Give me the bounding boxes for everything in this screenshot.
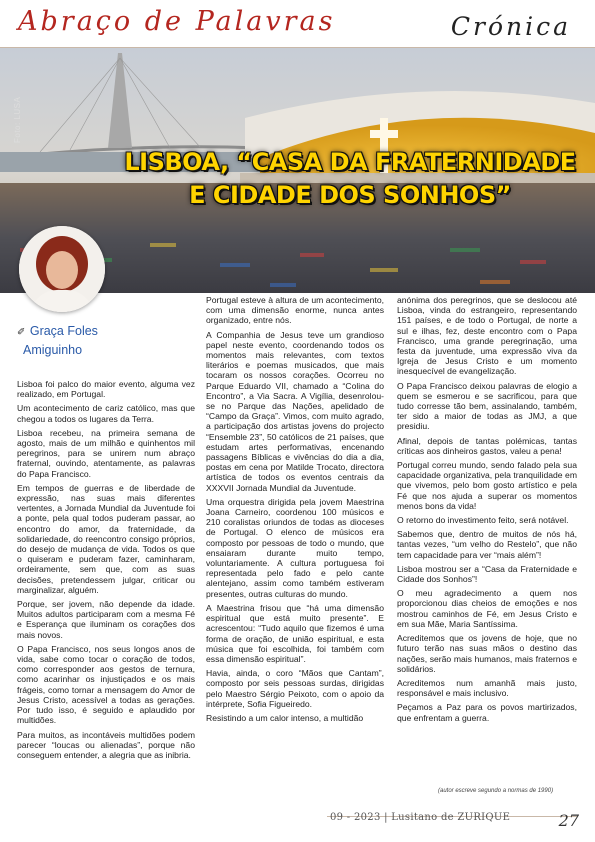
paragraph: Resistindo a um calor intenso, a multidão: [206, 712, 364, 723]
paragraph: Em tempos de guerras e de liberdade de expressão, nas suas mais diferentes vertentes, a Jornada Mundial da Juventude foi a ponte, pela qual todos puderam passar, ao encontro do amor, da fraternidade, da solidariedade, do reencontro consigo próprios, do desejo de mudança de vida. Todos os que o quiseram e puderam fazer, caminharam, ordeiramente, sem que, com as suas decisões, pretendessem julgar, criticar ou marginalizar, alguém.: [17, 482, 195, 595]
paragraph: O Papa Francisco deixou palavras de elogio a quem se esmerou e se sacrificou, para que tudo corresse tão bem, assinalando, também, ter sido a maior de todas as JMJ, a que presidiu.: [397, 380, 577, 432]
paragraph: Lisboa foi palco do maior evento, alguma vez realizado, em Portugal.: [17, 379, 195, 400]
paragraph: Uma orquestra dirigida pela jovem Maestrina Joana Carneiro, coordenou 100 músicos e 210 coralistas oriundos de todas as dioceses de Portugal. O elenco de músicos era composto por pessoas de todo o mundo, que ensaiaram durante muito tempo, voluntariamente. A cultura portuguesa foi representada pelo fado e pelo cante alentejano, assim como também estiveram presentes, outras culturas do mundo.: [206, 496, 384, 599]
headline-line-1: LISBOA, “CASA DA FRATERNIDADE: [124, 148, 576, 176]
paragraph: Portugal correu mundo, sendo falado pela sua capacidade organizativa, pela tranquilidade em que vivemos, pelo bom gosto artístico e pela Fé que nos ajuda a superar os momentos menos bons da vida!: [397, 460, 577, 511]
article-column-3: [397, 295, 577, 727]
paragraph: Um acontecimento de cariz católico, mas que chegou a todos os lugares da Terra.: [17, 403, 195, 424]
paragraph: Acreditemos que os jovens de hoje, que no futuro terão nas suas mãos o destino das nações, serão mais humanos, mais fraternos e solidários.: [397, 633, 577, 674]
orthography-note: (autor escreve segundo a normas de 1990): [438, 788, 554, 794]
headline: [100, 146, 595, 212]
paragraph: O meu agradecimento a quem nos proporcionou dias cheios de emoções e nos mostrou caminhos de Fé, em Jesus Cristo e em sua Mãe, Maria Santíssima.: [397, 588, 577, 629]
paragraph: O retorno do investimento feito, será notável.: [397, 515, 569, 526]
article-column-1: [17, 379, 195, 764]
photo-credit: Foto: LUSA: [13, 96, 22, 143]
author-byline: [17, 322, 127, 359]
pen-icon: ✐: [17, 327, 26, 338]
paragraph: Afinal, depois de tantas polémicas, tantas críticas aos dinheiros gastos, valeu a pena!: [397, 435, 577, 456]
paragraph: Havia, ainda, o coro “Mãos que Cantam”, composto por seis pessoas surdas, dirigidas pelo Maestro Sérgio Peixoto, com o apoio da intérprete, Sofia Figueiredo.: [206, 668, 384, 709]
page-number: 27: [558, 811, 579, 830]
author-portrait: [19, 226, 105, 312]
paragraph: A Companhia de Jesus teve um grandioso papel neste evento, coordenando todos os momentos mais relevantes, com textos literários e poemas musicados, que mais tocaram os nossos corações. Ocorreu no Parque Eduardo VII, chamado a “Colina do Encontro”, a Via Sacra. A Vigília, desenrolou-se no Parque das Nações, apelidado de “Campo da Graça”. Vimos, com muito agrado, a participação dos artistas jovens do projecto “Ensemble 23”, 50 católicos de 21 países, que estudam artes performativas, encenando passagens Bíblicas e vivências do dia a dia, postas em cena por Matilde Trocato, directora artística de todos os eventos centrais da XXXVII Jornada Mundial da Juventude.: [206, 329, 384, 493]
headline-line-2: E CIDADE DOS SONHOS”: [189, 181, 511, 209]
footer-issue: 09 - 2023 | Lusitano de ZURIQUE: [330, 812, 511, 823]
paragraph: Acreditemos num amanhã mais justo, responsável e mais inclusivo.: [397, 677, 577, 699]
author-name-line-2: Amiguinho: [23, 343, 83, 357]
paragraph: Lisboa recebeu, na primeira semana de agosto, mais de um milhão e quinhentos mil peregrinos, para se unirem num abraço fraternal, ouvindo, atentamente, as palavras do Papa Francisco.: [17, 427, 195, 479]
paragraph: Porque, ser jovem, não depende da idade. Muitos adultos participaram com a mesma Fé e Esperança que iluminam os corações dos mais novos.: [17, 599, 195, 640]
paragraph: Lisboa mostrou ser a “Casa da Fraternidade e Cidade dos Sonhos”!: [397, 563, 577, 585]
paragraph: Sabemos que, dentro de muitos de nós há, tantas vezes, “um velho do Restelo”, que não tem capacidade para ver “mais além”!: [397, 529, 577, 560]
paragraph: O Papa Francisco, nos seus longos anos de vida, sabe como tocar o coração de todos, como corresponder aos gestos de ternura, como acarinhar os injustiçados e os mais frágeis, como tornar a mensagem do Amor de Jesus Cristo, acessível a todas as gerações. Por tudo isso, é seguido e aplaudido por multidões.: [17, 643, 195, 726]
paragraph: anónima dos peregrinos, que se deslocou até Lisboa, vinda do estrangeiro, representando 151 países, e de todo o Portugal, de norte a sul e ilhas, fez, deste encontro com o Papa Francisco, uma grande peregrinação, uma festa da juventude, uma expressão viva da Igreja de Jesus Cristo e um momento inesquecível de evangelização.: [397, 295, 577, 377]
category-label: Crónica: [450, 12, 571, 41]
paragraph: A Maestrina frisou que “há uma dimensão espiritual que está muito presente”. E acrescentou: “Tudo aquilo que fizemos é uma forma de oração, de união espiritual, e esta música que foi escolhida, foi também com essa dimensão espiritual”.: [206, 602, 384, 664]
article-column-2: [206, 295, 384, 727]
author-name-line-1: Graça Foles: [29, 324, 98, 338]
paragraph: Portugal esteve à altura de um acontecimento, com uma dimensão enorme, nunca antes organizado, entre nós.: [206, 295, 384, 326]
paragraph: Peçamos a Paz para os povos martirizados, que enfrentam a guerra.: [397, 702, 577, 723]
author-avatar: [19, 226, 105, 312]
paragraph: Para muitos, as incontáveis multidões podem parecer “loucas ou alienadas”, porque não conseguem entender, a alegria que as inibria.: [17, 729, 195, 760]
section-title: Abraço de Palavras: [18, 6, 336, 37]
